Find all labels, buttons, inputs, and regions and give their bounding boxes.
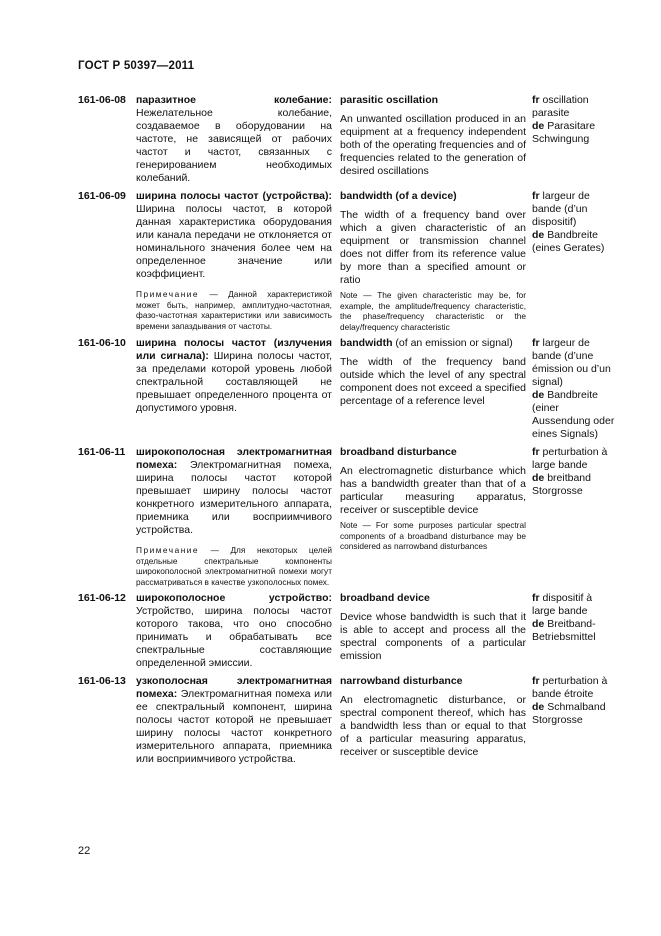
term-entry: [78, 94, 618, 185]
english-definition: [340, 94, 532, 178]
english-term: broadband device: [340, 592, 430, 604]
german-label: de: [532, 120, 545, 132]
english-term: bandwidth (of a device): [340, 190, 457, 202]
russian-definition-text: Электромагнитная помеха, ширина полосы частот которой превышает ширину полосы частот конкретного измерительного аппарата, приемника или восприимчивого устройства.: [136, 459, 332, 536]
russian-note-text: — Данной характеристикой может быть, например, амплитудно-частотная, фазо-частотная характеристики или зависимость времени запаздывания от частоты.: [136, 289, 332, 331]
german-label: de: [532, 701, 545, 713]
russian-definition-text: Ширина полосы частот, за пределами которой уровень любой спектральной составляющей не превышает определенного процента от допустимого уровня.: [136, 350, 332, 414]
english-definition: [340, 675, 532, 759]
english-term: broadband disturbance: [340, 446, 457, 458]
term-number: 161-06-10: [78, 337, 126, 349]
russian-definition: [136, 94, 340, 185]
note-label: Примечание: [136, 545, 200, 555]
russian-definition: [136, 337, 340, 415]
french-label: fr: [532, 190, 540, 202]
german-term: Bandbreite (einer Aussendung oder eines Signals): [532, 389, 615, 440]
german-term: Schmalband Storgrosse: [532, 701, 606, 726]
french-term: perturbation à bande étroite: [532, 675, 608, 700]
russian-definition-text: Нежелательное колебание, создаваемое в оборудовании на частоте, не зависящей от рабочих частот и частот, связанных с генерированием необходимых колебаний.: [136, 107, 332, 184]
french-term: oscillation parasite: [532, 94, 589, 119]
english-definition-text: An electromagnetic disturbance which has a bandwidth greater than that of a particular measuring apparatus, receiver or susceptible device: [340, 465, 526, 516]
foreign-equivalents: [532, 190, 618, 255]
document-header: ГОСТ Р 50397—2011: [78, 60, 195, 72]
term-number: 161-06-11: [78, 446, 126, 458]
german-term: Breitband-Betriebsmittel: [532, 618, 596, 643]
english-definition-text: The width of the frequency band outside which the level of any spectral component does not exceed a specified percentage of a reference level: [340, 356, 526, 407]
term-entry: [78, 675, 618, 766]
english-definition-text: The width of a frequency band over which a given characteristic of an equipment or transmission channel does not differ from its reference value by more than a specified amount or ratio: [340, 209, 526, 286]
term-number: 161-06-12: [78, 592, 126, 604]
english-term: bandwidth: [340, 337, 393, 349]
german-label: de: [532, 229, 545, 241]
term-number: 161-06-08: [78, 94, 126, 106]
russian-definition: [136, 190, 340, 331]
english-definition-text: An electromagnetic disturbance, or spectral component thereof, which has a bandwidth less than or equal to that of a particular measuring apparatus, receiver or susceptible device: [340, 694, 526, 758]
french-label: fr: [532, 94, 540, 106]
term-entry: [78, 592, 618, 670]
english-term: parasitic oscillation: [340, 94, 439, 106]
russian-note: [136, 545, 332, 587]
russian-term: узкополосная электромагнитная помеха:: [136, 675, 332, 700]
term-number: 161-06-13: [78, 675, 126, 687]
foreign-equivalents: [532, 94, 618, 146]
german-term: breitband Storgrosse: [532, 472, 591, 497]
russian-term: ширина полосы частот (излучения или сигнала):: [136, 337, 332, 362]
english-definition-text: Device whose bandwidth is such that it is able to accept and process all the spectral components of a particular emission: [340, 611, 526, 662]
russian-term: широкополосное устройство:: [136, 592, 332, 604]
russian-definition: [136, 592, 340, 670]
note-label: Примечание: [136, 289, 200, 299]
french-label: fr: [532, 675, 540, 687]
english-term-line: [340, 337, 526, 350]
french-term: perturbation à large bande: [532, 446, 608, 471]
french-term: largeur de bande (d’un dispositif): [532, 190, 590, 228]
german-term: Parasitare Schwingung: [532, 120, 596, 145]
terms-list: [78, 94, 618, 771]
russian-definition-text: Ширина полосы частот, в которой данная характеристика оборудования или канала передачи не отклоняется от номинального значения более чем на определенное значение или коэффициент.: [136, 203, 332, 280]
english-definition: [340, 190, 532, 332]
foreign-equivalents: [532, 675, 618, 727]
german-label: de: [532, 389, 545, 401]
english-definition: [340, 337, 532, 408]
german-label: de: [532, 618, 545, 630]
german-term: Bandbreite (eines Gerates): [532, 229, 605, 254]
english-definition: [340, 592, 532, 663]
russian-definition: [136, 675, 340, 766]
page-number: 22: [78, 845, 91, 857]
german-label: de: [532, 472, 545, 484]
french-label: fr: [532, 446, 540, 458]
term-entry: [78, 337, 618, 441]
russian-term: паразитное колебание:: [136, 94, 332, 106]
russian-term: широкополосная электромагнитная помеха:: [136, 446, 332, 471]
russian-note: [136, 289, 332, 331]
french-term: dispositif à large bande: [532, 592, 593, 617]
term-number: 161-06-09: [78, 190, 126, 202]
english-definition-text: An unwanted oscillation produced in an equipment at a frequency independent both of the operating frequencies and of frequencies related to the generation of desired oscillations: [340, 113, 526, 177]
english-note: Note — The given characteristic may be, for example, the amplitude/frequency characteristic, the phase/frequency characteristic or the delay/frequency characteristic: [340, 290, 526, 332]
english-term: narrowband disturbance: [340, 675, 463, 687]
foreign-equivalents: [532, 592, 618, 644]
english-note: Note — For some purposes particular spectral components of a broadband disturbance may be considered as narrowband disturbances: [340, 520, 526, 551]
russian-definition-text: Электромагнитная помеха или ее спектральный компонент, ширина полосы частот которой не превышает ширину полосы частот конкретного измерительного аппарата, приемника или восприимчивого устройства.: [136, 688, 332, 765]
russian-definition: [136, 446, 340, 587]
english-term-qualifier: (of an emission or signal): [395, 337, 513, 349]
english-definition: [340, 446, 532, 552]
foreign-equivalents: [532, 337, 618, 441]
russian-term: ширина полосы частот (устройства):: [136, 190, 332, 202]
foreign-equivalents: [532, 446, 618, 498]
french-term: largeur de bande (d’une émission ou d’un signal): [532, 337, 611, 388]
russian-note-text: — Для некоторых целей отдельные спектральные компоненты широкополосной электромагнитной помехи могут рассматриваться в качестве узкополосных помех.: [136, 545, 332, 587]
term-entry: [78, 190, 618, 332]
term-entry: [78, 446, 618, 587]
french-label: fr: [532, 337, 540, 349]
russian-definition-text: Устройство, ширина полосы частот которого такова, что оно способно принимать и обрабатывать все спектральные составляющие определенной эмиссии.: [136, 605, 332, 669]
french-label: fr: [532, 592, 540, 604]
